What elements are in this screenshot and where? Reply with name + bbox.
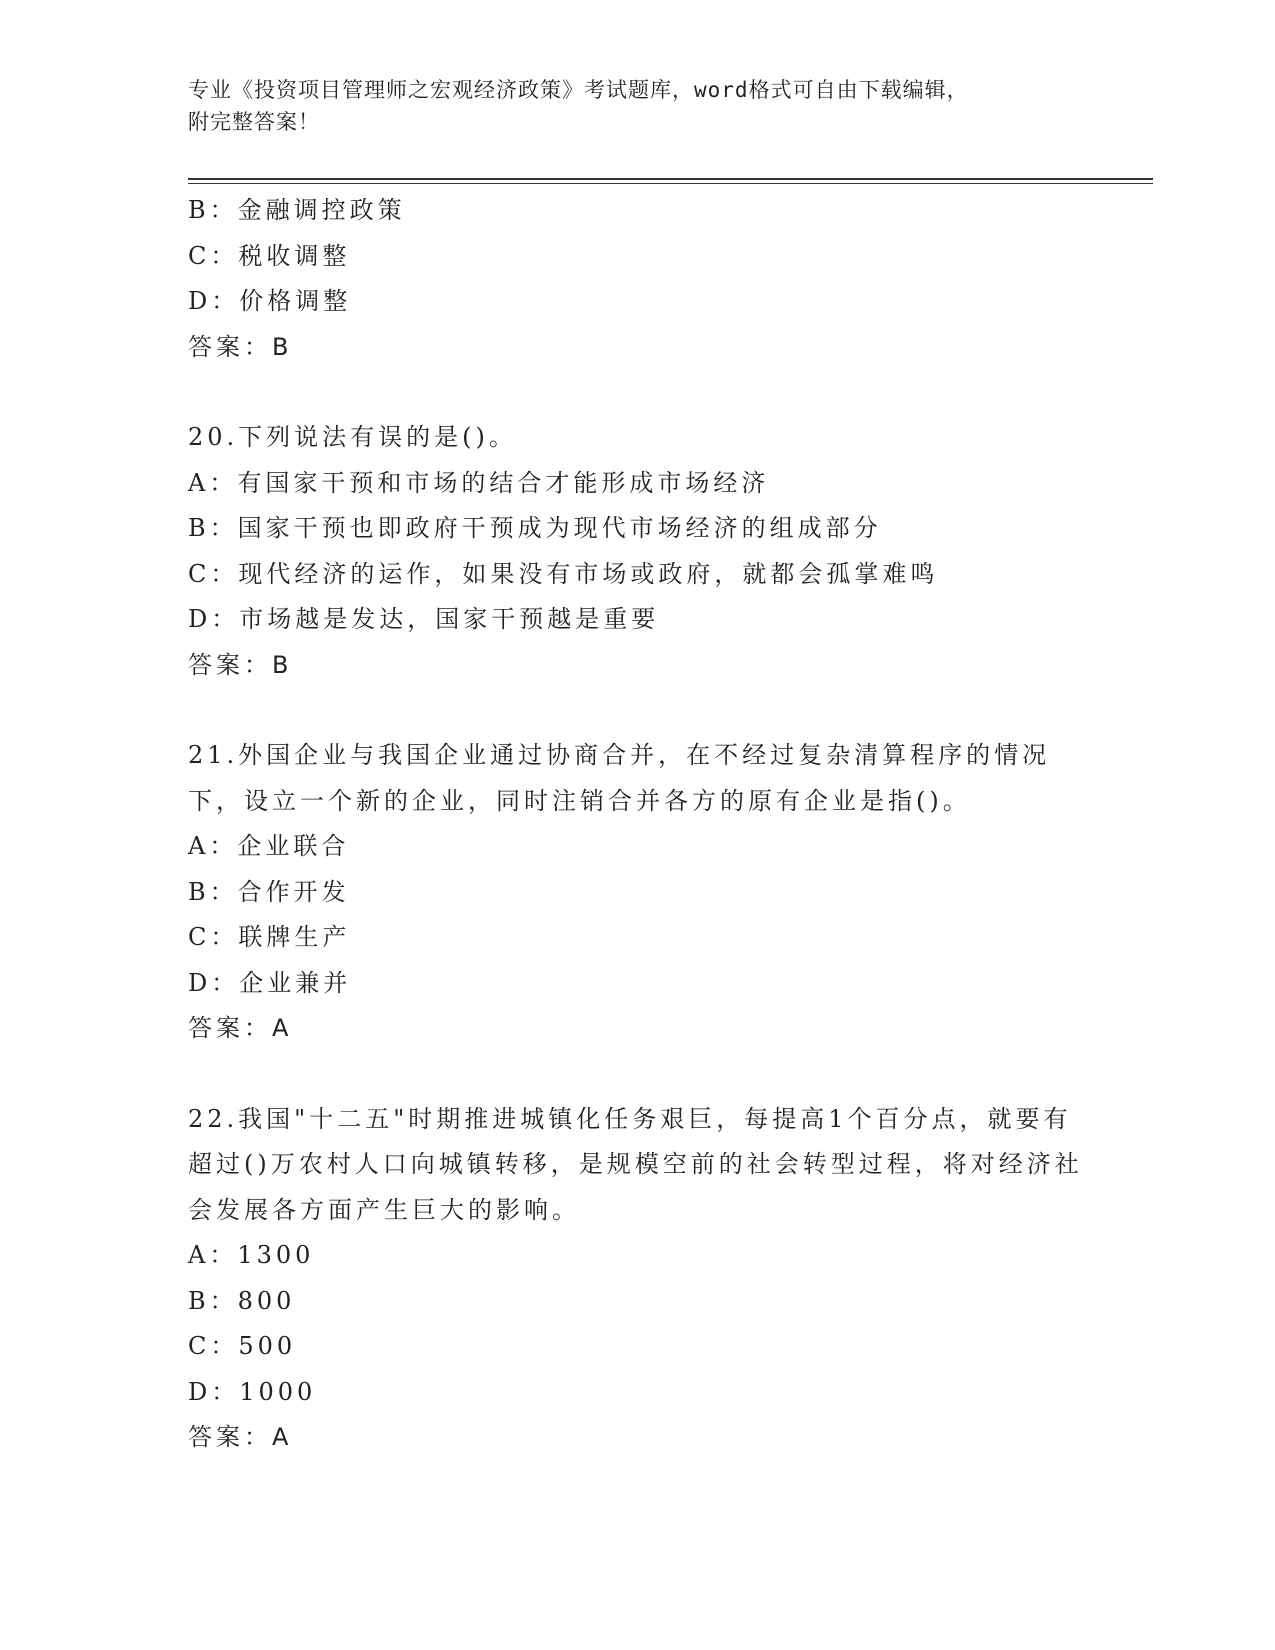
question-22 bbox=[188, 1097, 1088, 1461]
header-divider-thin bbox=[188, 183, 1153, 184]
question-text: 22.我国"十二五"时期推进城镇化任务艰巨，每提高1个百分点，就要有超过()万农村人口向城镇转移，是规模空前的社会转型过程，将对经济社会发展各方面产生巨大的影响。 bbox=[188, 1104, 1083, 1224]
document-header bbox=[188, 74, 1088, 138]
option-a: A：有国家干预和市场的结合才能形成市场经济 bbox=[188, 468, 770, 497]
header-line-2: 附完整答案！ bbox=[188, 110, 320, 134]
option-b: B：金融调控政策 bbox=[188, 196, 406, 224]
option-b: B：800 bbox=[188, 1286, 296, 1315]
header-divider-thick bbox=[188, 178, 1153, 180]
option-c: C：税收调整 bbox=[188, 241, 351, 270]
question-20 bbox=[188, 415, 1088, 688]
option-a: A：企业联合 bbox=[188, 832, 350, 860]
question-text: 20.下列说法有误的是()。 bbox=[188, 423, 517, 451]
answer-line: 答案：B bbox=[188, 650, 293, 679]
question-text: 21.外国企业与我国企业通过协商合并，在不经过复杂清算程序的情况下，设立一个新的企业，同时注销合并各方的原有企业是指()。 bbox=[188, 741, 1051, 815]
answer-line: 答案：B bbox=[188, 332, 293, 361]
option-c: C：联牌生产 bbox=[188, 923, 351, 951]
option-d: D：1000 bbox=[188, 1377, 317, 1406]
option-d: D：企业兼并 bbox=[188, 968, 352, 997]
option-d: D：价格调整 bbox=[188, 287, 352, 315]
option-c: C：500 bbox=[188, 1332, 297, 1360]
question-21 bbox=[188, 733, 1088, 1052]
question-19-continued bbox=[188, 188, 1088, 370]
header-line-1: 专业《投资项目管理师之宏观经济政策》考试题库，word格式可自由下载编辑， bbox=[188, 78, 969, 102]
option-c: C：现代经济的运作，如果没有市场或政府，就都会孤掌难鸣 bbox=[188, 559, 939, 588]
answer-line: 答案：A bbox=[188, 1423, 293, 1451]
option-a: A：1300 bbox=[188, 1241, 315, 1269]
option-b: B：合作开发 bbox=[188, 877, 350, 906]
option-b: B：国家干预也即政府干预成为现代市场经济的组成部分 bbox=[188, 514, 882, 542]
answer-line: 答案：A bbox=[188, 1014, 293, 1042]
question-list bbox=[188, 188, 1088, 1461]
option-d: D：市场越是发达，国家干预越是重要 bbox=[188, 605, 660, 633]
